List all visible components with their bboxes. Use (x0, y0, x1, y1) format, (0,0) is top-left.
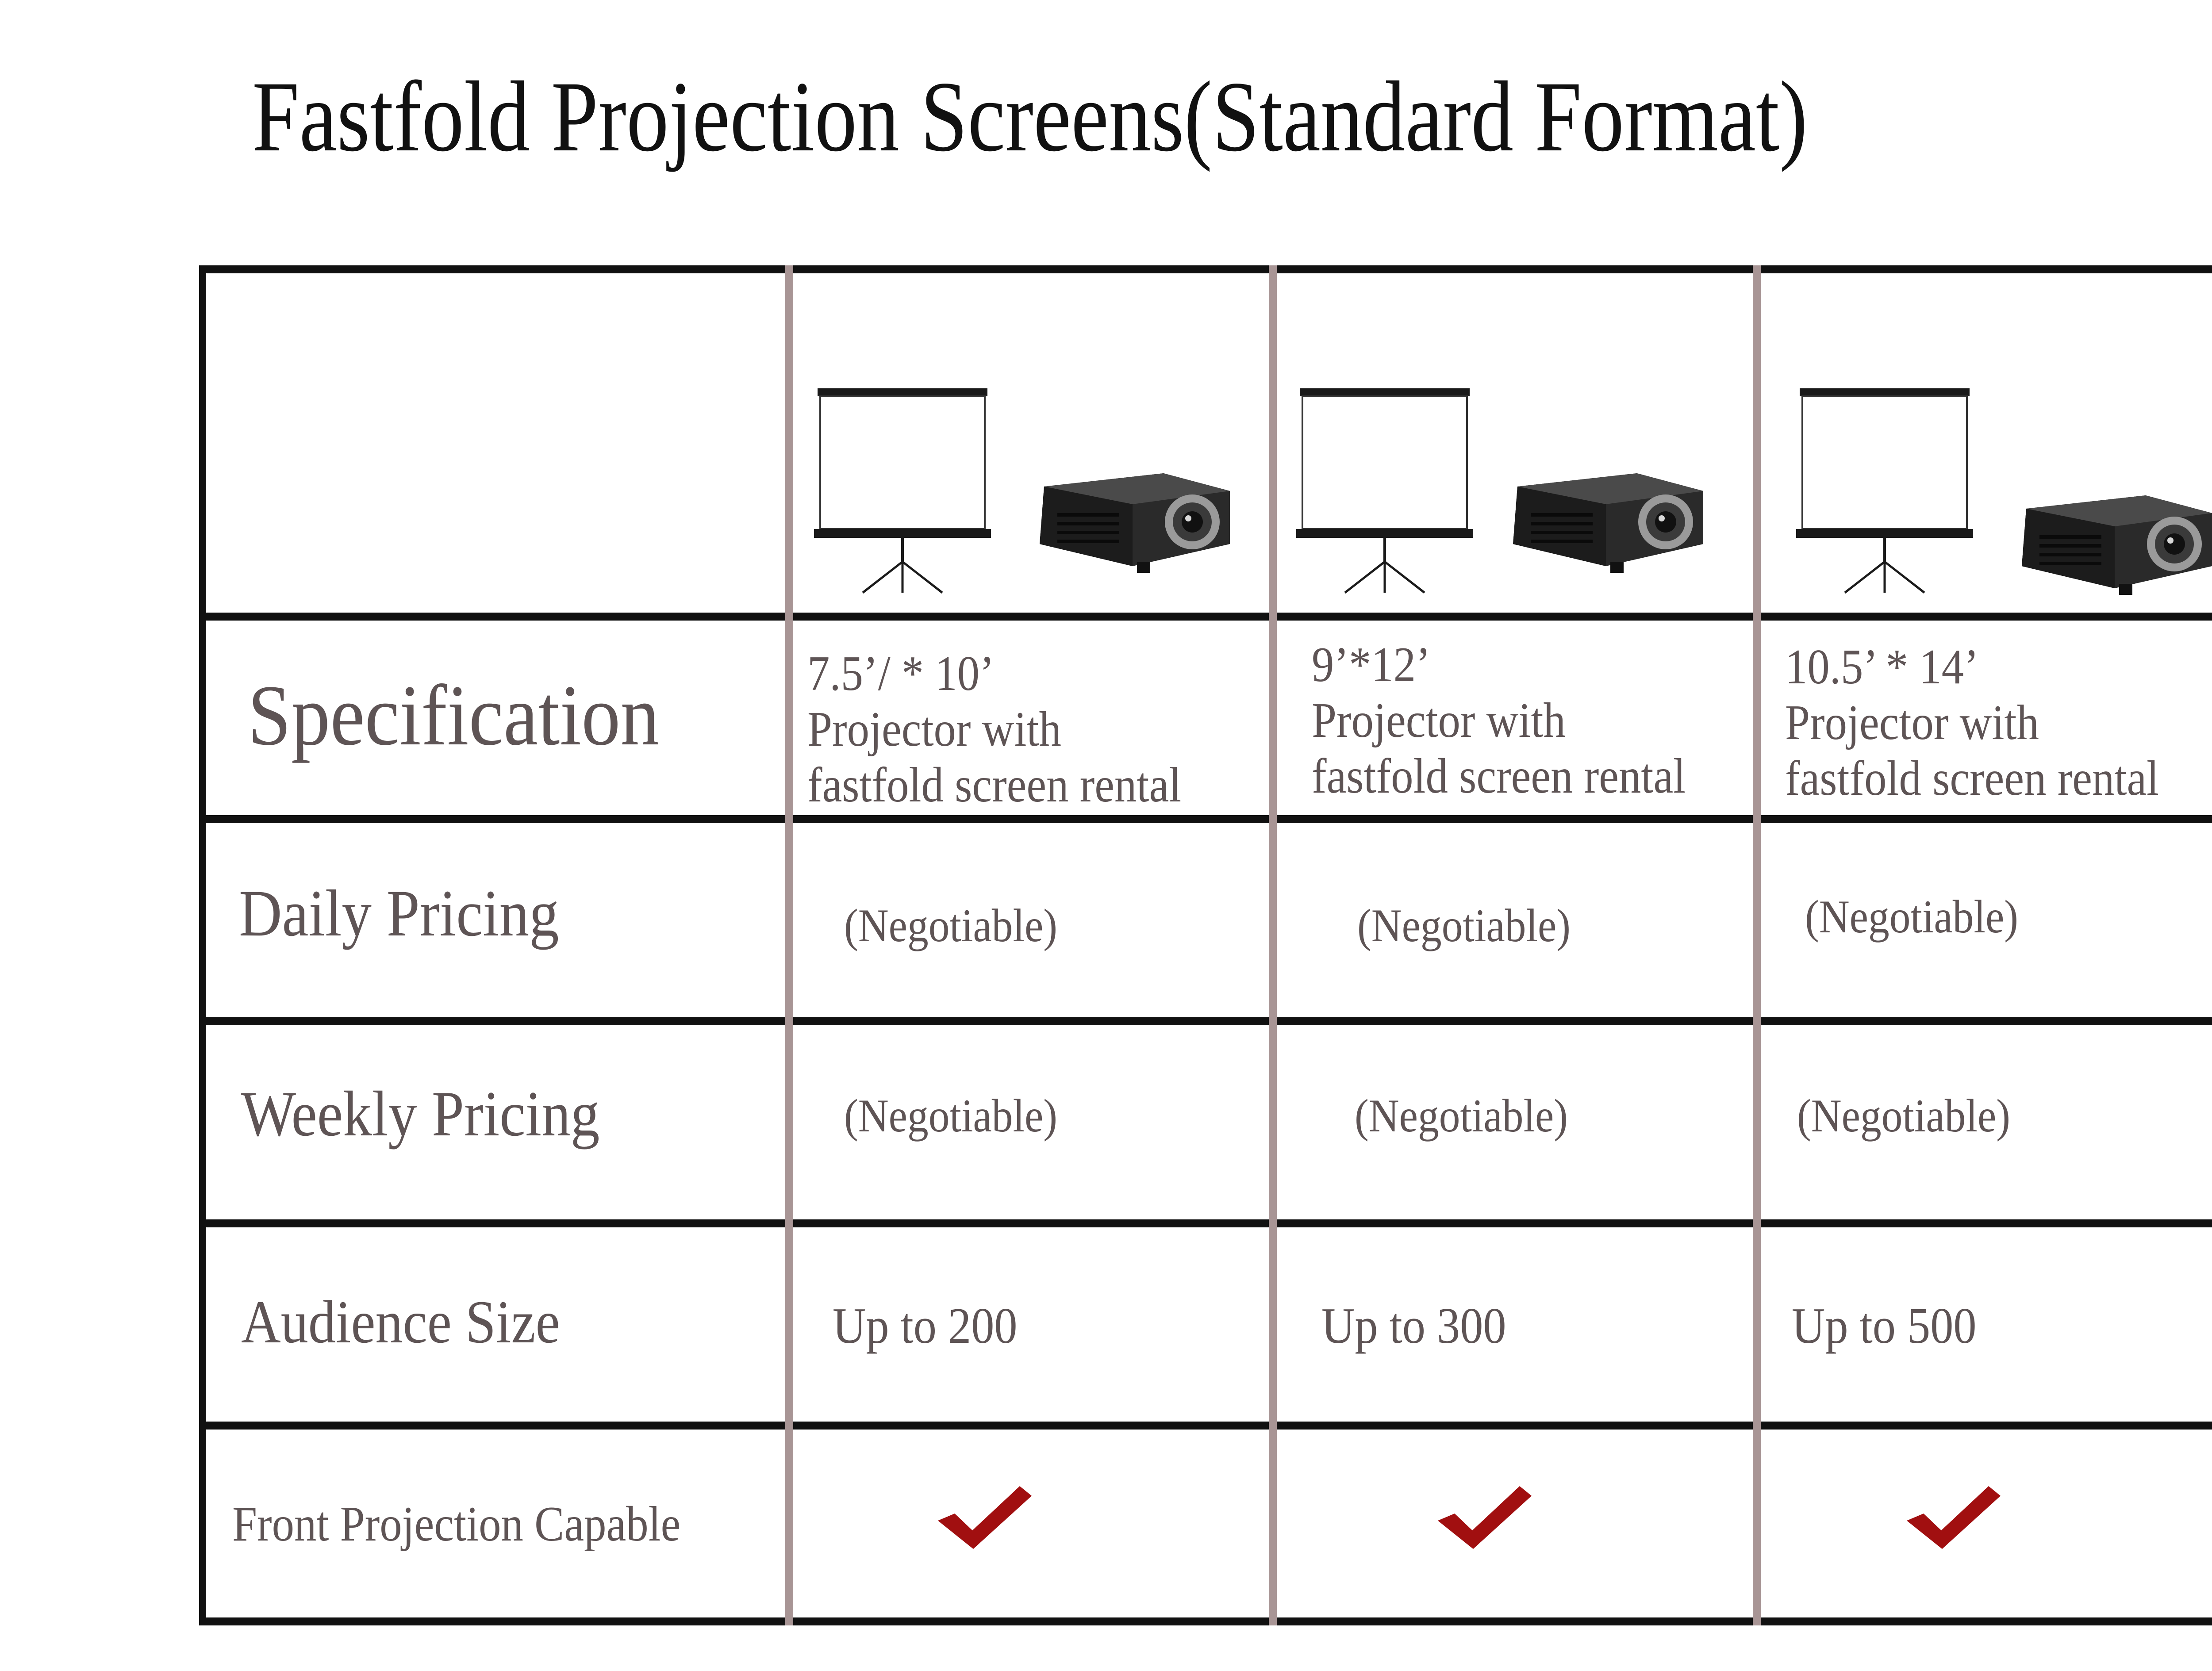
spec-cell (1785, 639, 2159, 806)
spec-cell (1312, 637, 1686, 804)
checkmark-icon (1438, 1486, 1535, 1552)
tripod-screen-icon (814, 385, 1000, 597)
tripod-screen-icon (1796, 385, 1982, 597)
row-divider (199, 815, 2212, 823)
projector-icon (2013, 478, 2212, 602)
checkmark-icon (938, 1486, 1035, 1552)
projector-icon (1031, 456, 1239, 579)
daily-pricing-value: (Negotiable) (1805, 891, 2019, 943)
spec-description: fastfold screen rental (1312, 749, 1686, 804)
weekly-pricing-value: (Negotiable) (844, 1090, 1058, 1142)
audience-size-value: Up to 500 (1792, 1298, 1977, 1354)
spec-description: Projector with (1785, 695, 2039, 750)
row-divider (199, 613, 2212, 621)
daily-pricing-value: (Negotiable) (844, 900, 1058, 951)
table-border-left (199, 265, 206, 1625)
row-label-weekly-pricing: Weekly Pricing (241, 1078, 600, 1150)
audience-size-value: Up to 300 (1321, 1298, 1506, 1354)
row-divider (199, 1219, 2212, 1227)
daily-pricing-value: (Negotiable) (1357, 900, 1571, 951)
spec-description: fastfold screen rental (807, 758, 1182, 813)
table-border-bottom (199, 1617, 2212, 1625)
spec-cell (807, 646, 1181, 813)
column-divider (785, 265, 793, 1625)
page-title: Fastfold Projection Screens(Standard Format) (252, 61, 1808, 172)
spec-size: 10.5’ * 14’ (1785, 640, 1979, 694)
row-divider (199, 1422, 2212, 1430)
spec-size: 7.5’/ * 10’ (807, 646, 995, 701)
row-divider (199, 1017, 2212, 1025)
checkmark-icon (1907, 1486, 2004, 1552)
column-divider (1269, 265, 1277, 1625)
row-label-specification: Specification (248, 667, 660, 763)
comparison-table (199, 265, 2212, 1625)
tripod-screen-icon (1296, 385, 1482, 597)
table-border-top (199, 265, 2212, 273)
spec-description: fastfold screen rental (1785, 751, 2159, 806)
spec-size: 9’*12’ (1312, 637, 1431, 692)
column-divider (1753, 265, 1761, 1625)
row-label-audience-size: Audience Size (241, 1288, 560, 1356)
spec-description: Projector with (807, 702, 1061, 757)
audience-size-value: Up to 200 (833, 1298, 1018, 1354)
row-label-daily-pricing: Daily Pricing (239, 877, 559, 950)
weekly-pricing-value: (Negotiable) (1355, 1090, 1568, 1142)
projector-icon (1504, 456, 1712, 579)
weekly-pricing-value: (Negotiable) (1797, 1090, 2011, 1142)
spec-description: Projector with (1312, 693, 1566, 748)
row-label-front-projection: Front Projection Capable (232, 1497, 681, 1552)
